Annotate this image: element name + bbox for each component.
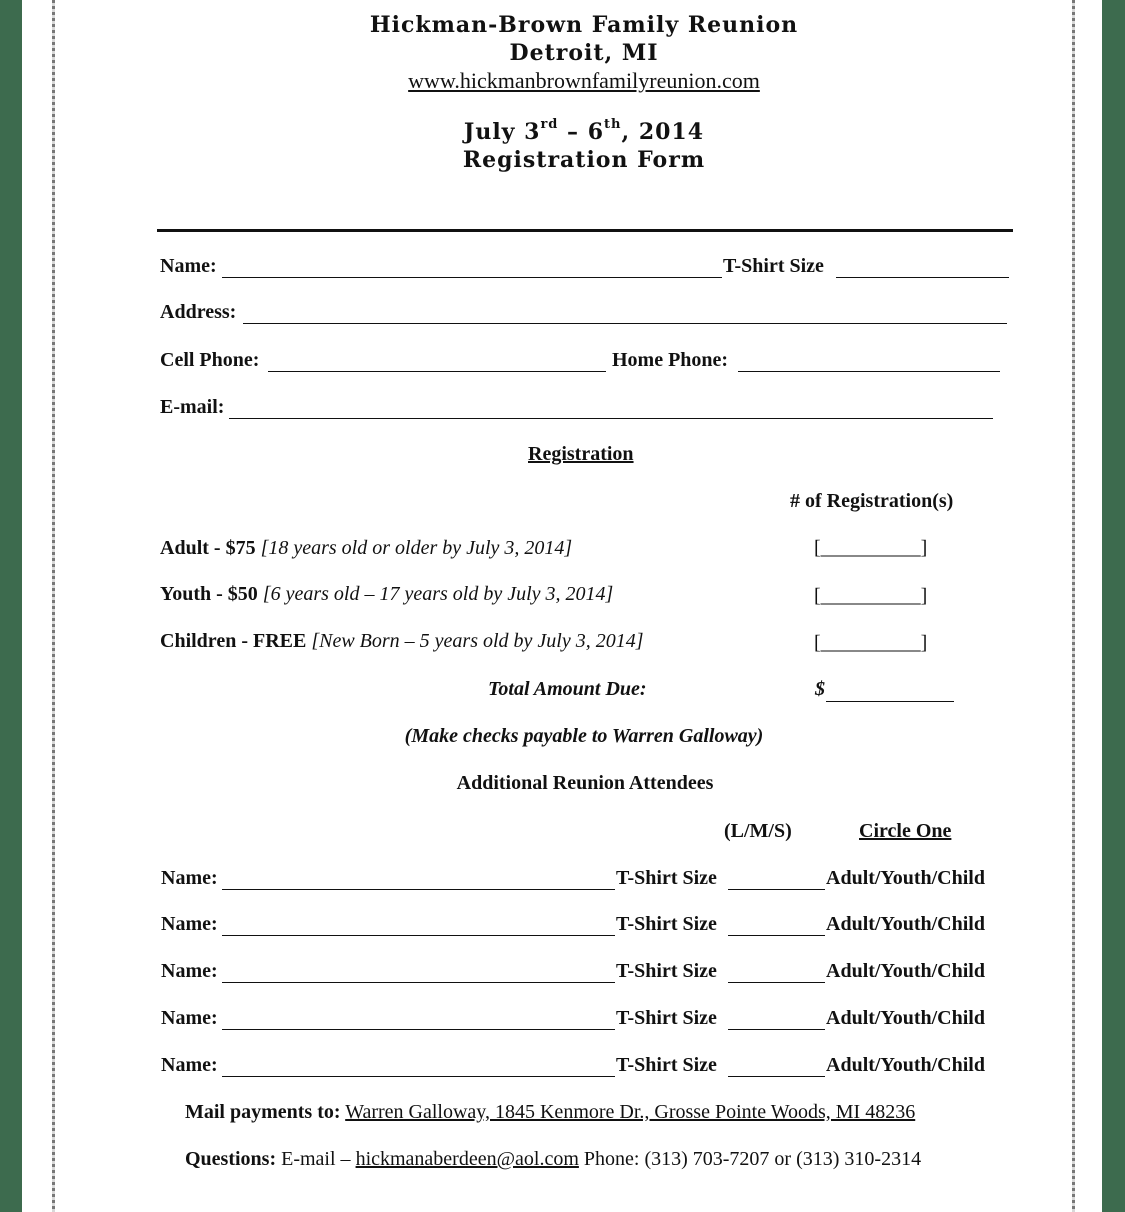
email-field[interactable] [229, 418, 993, 419]
attendee-name-label: Name: [161, 1007, 218, 1029]
registration-row-children: Children - FREE [New Born – 5 years old by July 3, 2014] [160, 630, 644, 652]
attendee-category-options[interactable]: Adult/Youth/Child [826, 913, 985, 935]
attendee-name-field[interactable] [222, 1076, 615, 1077]
tshirt-size-field[interactable] [836, 277, 1009, 278]
email-label: E-mail: [160, 396, 225, 418]
contact-phones: Phone: (313) 703-7207 or (313) 310-2314 [583, 1148, 922, 1170]
form-title: Registration Form [462, 147, 706, 173]
attendee-tshirt-label: T-Shirt Size [616, 913, 717, 935]
header-divider [157, 229, 1013, 232]
questions-line: Questions: E-mail – hickmanaberdeen@aol.com Phone: (313) 703-7207 or (313) 310-2314 [185, 1148, 922, 1170]
registration-row-adult: Adult - $75 [18 years old or older by July 3, 2014] [160, 537, 573, 559]
attendees-heading: Additional Reunion Attendees [456, 772, 714, 794]
checks-payable-note: (Make checks payable to Warren Galloway) [404, 725, 764, 747]
rope-border-left [52, 0, 55, 1212]
total-amount-field[interactable] [826, 701, 954, 702]
registration-count-youth[interactable]: [__________] [814, 585, 928, 607]
attendee-name-field[interactable] [222, 889, 615, 890]
address-label: Address: [160, 301, 237, 323]
attendee-category-options[interactable]: Adult/Youth/Child [826, 1007, 985, 1029]
rope-border-right [1072, 0, 1075, 1212]
home-phone-field[interactable] [738, 371, 1000, 372]
address-field[interactable] [243, 323, 1007, 324]
event-dates: July 3rd – 6th, 2014 [463, 116, 705, 145]
mail-payments-line: Mail payments to: Warren Galloway, 1845 Kenmore Dr., Grosse Pointe Woods, MI 48236 [185, 1101, 916, 1123]
attendee-category-options[interactable]: Adult/Youth/Child [826, 1054, 985, 1076]
registration-heading: Registration [528, 443, 634, 465]
mail-address: Warren Galloway, 1845 Kenmore Dr., Grosse Pointe Woods, MI 48236 [345, 1101, 916, 1123]
tshirt-size-label: T-Shirt Size [723, 255, 824, 277]
total-amount-label: Total Amount Due: [488, 678, 647, 700]
attendee-tshirt-field[interactable] [728, 1076, 825, 1077]
document-page [22, 0, 1102, 1212]
circle-one-header: Circle One [859, 820, 952, 842]
attendee-name-field[interactable] [222, 1029, 615, 1030]
name-field[interactable] [222, 277, 722, 278]
registration-count-adult[interactable]: [__________] [814, 537, 928, 559]
contact-email-link[interactable]: hickmanaberdeen@aol.com [355, 1148, 579, 1170]
attendee-name-label: Name: [161, 867, 218, 889]
attendee-tshirt-label: T-Shirt Size [616, 960, 717, 982]
attendee-name-field[interactable] [222, 935, 615, 936]
name-label: Name: [160, 255, 217, 277]
website-link[interactable]: www.hickmanbrownfamilyreunion.com [408, 68, 760, 93]
attendee-tshirt-field[interactable] [728, 1029, 825, 1030]
size-header: (L/M/S) [724, 820, 792, 842]
attendee-name-label: Name: [161, 913, 218, 935]
attendee-category-options[interactable]: Adult/Youth/Child [826, 867, 985, 889]
registration-count-header: # of Registration(s) [790, 490, 954, 512]
registration-count-children[interactable]: [__________] [814, 632, 928, 654]
attendee-tshirt-field[interactable] [728, 889, 825, 890]
attendee-name-label: Name: [161, 960, 218, 982]
attendee-tshirt-label: T-Shirt Size [616, 1007, 717, 1029]
attendee-tshirt-label: T-Shirt Size [616, 1054, 717, 1076]
registration-row-youth: Youth - $50 [6 years old – 17 years old by July 3, 2014] [160, 583, 614, 605]
home-phone-label: Home Phone: [612, 349, 729, 371]
attendee-tshirt-field[interactable] [728, 982, 825, 983]
attendee-name-field[interactable] [222, 982, 615, 983]
attendee-category-options[interactable]: Adult/Youth/Child [826, 960, 985, 982]
document-title: Hickman-Brown Family Reunion [369, 12, 799, 38]
attendee-tshirt-field[interactable] [728, 935, 825, 936]
location-title: Detroit, MI [509, 40, 659, 66]
cell-phone-label: Cell Phone: [160, 349, 260, 371]
cell-phone-field[interactable] [268, 371, 606, 372]
attendee-tshirt-label: T-Shirt Size [616, 867, 717, 889]
attendee-name-label: Name: [161, 1054, 218, 1076]
total-currency-symbol: $ [815, 678, 825, 700]
